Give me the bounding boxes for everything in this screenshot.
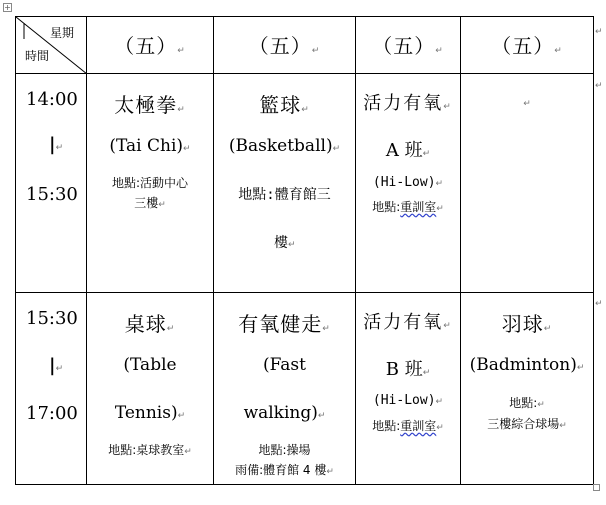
location-line: 地點:桌球教室	[108, 443, 185, 457]
activity-cell-table-tennis: 桌球↵ (Table Tennis)↵ 地點:桌球教室↵	[87, 293, 214, 485]
location-spellcheck-marked: 重訓室	[400, 200, 437, 214]
activity-english: (Table	[123, 355, 177, 375]
row-end-mark: ↵	[595, 299, 603, 309]
header-row	[16, 17, 594, 74]
activity-name: 籃球	[259, 93, 302, 117]
activity-name: 羽球	[501, 312, 544, 336]
row-end-mark: ↵	[595, 81, 603, 91]
activity-english: (Hi-Low)	[372, 175, 436, 190]
activity-english: walking)	[243, 403, 318, 423]
table-row	[16, 74, 594, 293]
location-line: 雨備:體育館 4 樓	[235, 463, 327, 477]
corner-cell	[16, 17, 87, 74]
location-spellcheck-marked: 重訓室	[400, 419, 437, 433]
activity-cell-tai-chi: 太極拳↵ (Tai Chi)↵ 地點:活動中心 三樓↵	[87, 74, 214, 293]
activity-english: (Badminton)	[469, 355, 577, 375]
time-separator: |	[49, 355, 56, 376]
day-header-4: （五）↵	[461, 17, 594, 74]
location-line: 三樓綜合球場	[487, 417, 560, 431]
activity-name: 有氧健走	[238, 312, 323, 336]
location-line: 地點:活動中心	[111, 176, 189, 190]
activity-name: 桌球	[124, 312, 167, 336]
time-cell: 15:30 |↵ 17:00	[16, 293, 87, 485]
activity-english: (Fast	[263, 355, 306, 375]
day-header-1: （五）↵	[87, 17, 214, 74]
time-separator: |	[49, 134, 56, 155]
table-move-handle-icon[interactable]: +	[4, 3, 11, 12]
time-cell: 14:00 |↵ 15:30	[16, 74, 87, 293]
row-end-mark: ↵	[595, 27, 603, 37]
activity-name: 太極拳	[114, 93, 178, 117]
activity-english: (Hi-Low)	[372, 393, 436, 408]
table-resize-handle-icon[interactable]	[593, 484, 600, 491]
location-line: 地點:操場	[258, 443, 311, 457]
activity-cell-fast-walking: 有氧健走↵ (Fast walking)↵ 地點:操場 雨備:體育館 4 樓↵	[214, 293, 356, 485]
location-line: 地點:	[509, 396, 538, 410]
day-header-3: （五）↵	[356, 17, 461, 74]
activity-cell-aerobics-b: 活力有氧↵ B 班↵ (Hi-Low)↵ 地點:重訓室↵	[356, 293, 461, 485]
activity-english: (Basketball)	[228, 136, 333, 156]
activity-class: A 班	[385, 140, 423, 161]
activity-cell-basketball: 籃球↵ (Basketball)↵ 地點:體育館三 樓↵	[214, 74, 356, 293]
schedule-table	[15, 16, 594, 485]
location-line: 樓	[274, 235, 288, 251]
activity-english: (Tai Chi)	[109, 136, 184, 156]
activity-name: 活力有氧	[363, 312, 444, 333]
location-line: 三樓	[134, 196, 159, 210]
location-prefix: 地點:	[372, 419, 401, 433]
activity-cell-aerobics-a: 活力有氧↵ A 班↵ (Hi-Low)↵ 地點:重訓室↵	[356, 74, 461, 293]
table-row	[16, 293, 594, 485]
activity-class: B 班	[385, 359, 423, 380]
day-header-2: （五）↵	[214, 17, 356, 74]
corner-time-label: 時間	[25, 49, 50, 63]
location-line: 地點:體育館三	[238, 187, 331, 203]
activity-cell-badminton: 羽球↵ (Badminton)↵ 地點:↵ 三樓綜合球場↵	[461, 293, 594, 485]
location-prefix: 地點:	[372, 200, 401, 214]
activity-cell-empty: ↵	[461, 74, 594, 293]
activity-name: 活力有氧	[363, 93, 444, 114]
activity-english: Tennis)	[114, 403, 178, 423]
time-end: 15:30	[26, 184, 78, 205]
time-start: 14:00	[26, 89, 78, 110]
corner-weekday-label: 星期	[50, 26, 75, 40]
time-start: 15:30	[26, 308, 78, 329]
time-end: 17:00	[26, 403, 78, 424]
